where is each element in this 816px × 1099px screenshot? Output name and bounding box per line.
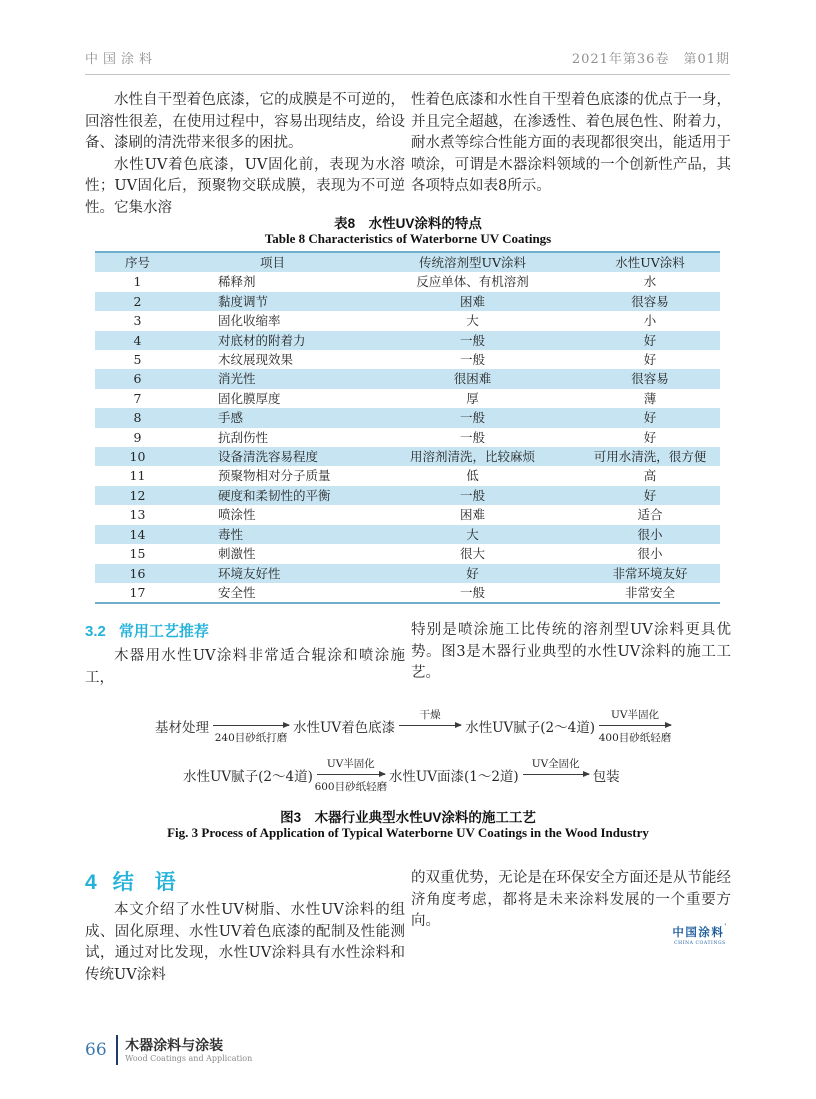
flow-row-1 — [85, 701, 731, 750]
table-row — [95, 466, 720, 485]
table-cell: 安全性 — [218, 584, 256, 600]
paragraph: 特别是喷涂施工比传统的溶剂型UV涂料更具优势。图3是木器行业典型的水性UV涂料的施工工艺。 — [411, 622, 731, 681]
table-cell: 17 — [129, 584, 146, 600]
table-cell: 很小 — [637, 526, 663, 542]
table-cell: 硬度和柔韧性的平衡 — [218, 487, 331, 503]
intro-left-column — [85, 90, 405, 219]
flow-node: 包装 — [592, 768, 620, 785]
table-cell: 4 — [133, 332, 142, 348]
flow-arrow-icon — [399, 709, 461, 726]
paragraph: 性着色底漆和水性自干型着色底漆的优点于一身，并且完全超越，在渗透性、着色展色性、附着力，耐水煮等综合性能方面的表现都很突出，能适用于喷涂，可谓是木器涂料领域的一个创新性产品，其各项特点如表8所示。 — [411, 92, 731, 194]
flow-node: 基材处理 — [155, 719, 209, 736]
table-header-row — [95, 252, 720, 272]
table-cell: 1 — [133, 274, 142, 290]
table-cell: 厚 — [466, 390, 479, 406]
table-cell: 消光性 — [218, 371, 256, 387]
logo-text-en: CHINA COATINGS — [674, 941, 726, 946]
table-row — [95, 544, 720, 563]
table-cell: 小 — [643, 313, 657, 329]
table-cell: 很容易 — [631, 293, 669, 309]
table-cell: 一般 — [459, 410, 485, 426]
table-cell: 水 — [643, 274, 657, 290]
intro-right-column — [411, 90, 731, 198]
table-row — [95, 408, 720, 427]
arrow-label: 干燥 — [419, 709, 441, 722]
col-header-solvent-uv: 传统溶剂型UV涂料 — [418, 255, 527, 270]
table-cell: 好 — [643, 487, 657, 503]
col-header-waterborne-uv: 水性UV涂料 — [615, 255, 685, 270]
section-number: 4 — [85, 871, 97, 894]
figure3-caption-zh: 图3 木器行业典型水性UV涂料的施工工艺 — [280, 810, 536, 825]
footer-divider — [116, 1035, 119, 1065]
table-cell: 对底材的附着力 — [218, 332, 306, 348]
table-cell: 设备清洗容易程度 — [218, 449, 319, 465]
section-4-heading — [85, 866, 176, 896]
paragraph: 的双重优势，无论是在环保安全方面还是从节能经济角度考虑，都将是未来涂料发展的一个重要方向。 — [411, 870, 731, 929]
paragraph: 水性自干型着色底漆，它的成膜是不可逆的，回溶性很差，在使用过程中，容易出现结皮，给设备、漆刷的清洗带来很多的困扰。 — [85, 92, 405, 151]
table-cell: 一般 — [459, 487, 485, 503]
table-cell: 固化收缩率 — [218, 313, 281, 329]
figure3-caption-en: Fig. 3 Process of Application of Typical Waterborne UV Coatings in the Wood Industry — [167, 825, 649, 840]
table-cell: 低 — [466, 468, 479, 484]
section-3-2-right-column — [411, 620, 731, 685]
flow-row-2 — [85, 750, 731, 799]
footer-column-zh: 木器涂料与涂装 — [125, 1036, 224, 1053]
table-row — [95, 564, 720, 583]
flow-arrow-icon — [213, 725, 289, 744]
table-cell: 薄 — [643, 390, 657, 406]
table-cell: 很困难 — [453, 371, 492, 387]
table-cell: 很大 — [459, 546, 485, 562]
table-cell: 14 — [129, 526, 146, 542]
table-cell: 11 — [129, 468, 146, 484]
table-cell: 很容易 — [631, 371, 669, 387]
table-row — [95, 486, 720, 505]
table-cell: 大 — [466, 526, 479, 542]
table-cell: 适合 — [637, 507, 663, 523]
flow-arrow-icon — [598, 709, 672, 744]
table-cell: 固化膜厚度 — [218, 390, 281, 406]
table-cell: 大 — [466, 313, 479, 329]
table-cell: 可用水清洗，很方便 — [593, 449, 707, 465]
flow-node: 水性UV面漆(1～2道) — [388, 768, 519, 785]
footer-column-en: Wood Coatings and Application — [125, 1053, 253, 1063]
table-cell: 稀释剂 — [218, 274, 256, 290]
table-cell: 好 — [643, 332, 657, 348]
section-3-2-heading — [85, 620, 209, 641]
table-cell: 6 — [133, 371, 142, 387]
paragraph: 木器用水性UV涂料非常适合辊涂和喷涂施工， — [85, 648, 405, 686]
table8-caption-en: Table 8 Characteristics of Waterborne UV Coatings — [264, 231, 552, 246]
table-cell: 一般 — [459, 429, 485, 445]
table-cell: 木纹展现效果 — [218, 352, 294, 368]
arrow-label: UV全固化 — [531, 758, 580, 771]
journal-name: 中国涂料 — [85, 52, 158, 67]
table-cell: 5 — [133, 352, 142, 368]
table-cell: 10 — [129, 449, 146, 465]
table-row — [95, 447, 720, 466]
logo-mark: ’ — [724, 924, 728, 930]
table-cell: 一般 — [459, 352, 485, 368]
table-row — [95, 272, 720, 291]
arrow-label: UV半固化 — [326, 758, 375, 771]
table-cell: 非常安全 — [624, 584, 675, 600]
page-footer — [85, 1035, 252, 1065]
table-cell: 16 — [129, 565, 146, 581]
table-cell: 环境友好性 — [218, 565, 281, 581]
section-4-right-column — [411, 868, 731, 933]
section-4-left-column — [85, 900, 405, 986]
flow-arrow-icon — [523, 758, 589, 775]
figure3-flow-diagram — [85, 701, 731, 799]
table-cell: 一般 — [459, 584, 485, 600]
table-cell: 13 — [129, 507, 146, 523]
table-cell: 8 — [133, 410, 142, 426]
table-cell: 刺激性 — [218, 546, 256, 562]
table-cell: 困难 — [459, 507, 485, 523]
table-row — [95, 505, 720, 524]
col-header-item: 项目 — [259, 255, 285, 270]
page-header — [85, 48, 730, 75]
page-number: 66 — [85, 1040, 107, 1060]
table-cell: 9 — [133, 429, 142, 445]
table8-body — [95, 272, 720, 603]
section-number: 3.2 — [85, 623, 106, 640]
table8 — [95, 251, 720, 604]
table8-caption-zh: 表8 水性UV涂料的特点 — [334, 216, 482, 231]
table-cell: 黏度调节 — [218, 293, 269, 309]
table-cell: 2 — [133, 293, 142, 309]
flow-node: 水性UV着色底漆 — [293, 719, 396, 736]
section-3-2-left-column — [85, 646, 405, 689]
table-cell: 抗刮伤性 — [218, 429, 269, 445]
table-cell: 高 — [643, 468, 657, 484]
table-cell: 好 — [643, 429, 657, 445]
table-row — [95, 292, 720, 311]
table-cell: 3 — [133, 313, 142, 329]
table-cell: 非常环境友好 — [612, 565, 688, 581]
col-header-index: 序号 — [124, 255, 150, 270]
table-cell: 好 — [643, 410, 657, 426]
table-row — [95, 369, 720, 388]
table-cell: 12 — [129, 487, 146, 503]
table-cell: 很小 — [637, 546, 663, 562]
arrow-label: 600目砂纸轻磨 — [314, 780, 388, 793]
issue-info: 2021年第36卷 第01期 — [571, 52, 730, 67]
table-cell: 一般 — [459, 332, 485, 348]
flow-node: 水性UV腻子(2～4道) — [465, 719, 595, 736]
table-cell: 好 — [466, 565, 479, 581]
table-cell: 好 — [643, 352, 657, 368]
table-row — [95, 389, 720, 408]
paragraph: 水性UV着色底漆，UV固化前，表现为水溶性；UV固化后，预聚物交联成膜，表现为不可逆性。它集水溶 — [85, 156, 405, 216]
table-row — [95, 525, 720, 544]
flow-arrow-icon — [314, 758, 388, 793]
table-cell: 预聚物相对分子质量 — [218, 468, 331, 484]
arrow-label: 240目砂纸打磨 — [214, 731, 288, 744]
section-title: 常用工艺推荐 — [118, 623, 209, 640]
arrow-label: 400目砂纸轻磨 — [598, 731, 672, 744]
table-cell: 喷涂性 — [218, 507, 256, 523]
china-coatings-logo — [668, 924, 732, 946]
table-cell: 手感 — [218, 410, 244, 426]
table-cell: 毒性 — [218, 526, 244, 542]
table-row — [95, 331, 720, 350]
table-cell: 15 — [129, 546, 146, 562]
paragraph: 本文介绍了水性UV树脂、水性UV涂料的组成、固化原理、水性UV着色底漆的配制及性能测试，通过对比发现，水性UV涂料具有水性涂料和传统UV涂料 — [85, 902, 405, 983]
logo-text-zh: 中国涂料’ — [672, 924, 728, 939]
table-cell: 反应单体、有机溶剂 — [416, 274, 529, 290]
table-row — [95, 583, 720, 603]
table-row — [95, 350, 720, 369]
flow-node: 水性UV腻子(2～4道) — [183, 768, 313, 785]
table-cell: 用溶剂清洗，比较麻烦 — [409, 449, 535, 465]
section-title: 结 语 — [112, 871, 176, 894]
table-row — [95, 428, 720, 447]
arrow-label: UV半固化 — [611, 709, 659, 722]
table-cell: 7 — [133, 390, 142, 406]
table-row — [95, 311, 720, 330]
table-cell: 困难 — [459, 293, 485, 309]
